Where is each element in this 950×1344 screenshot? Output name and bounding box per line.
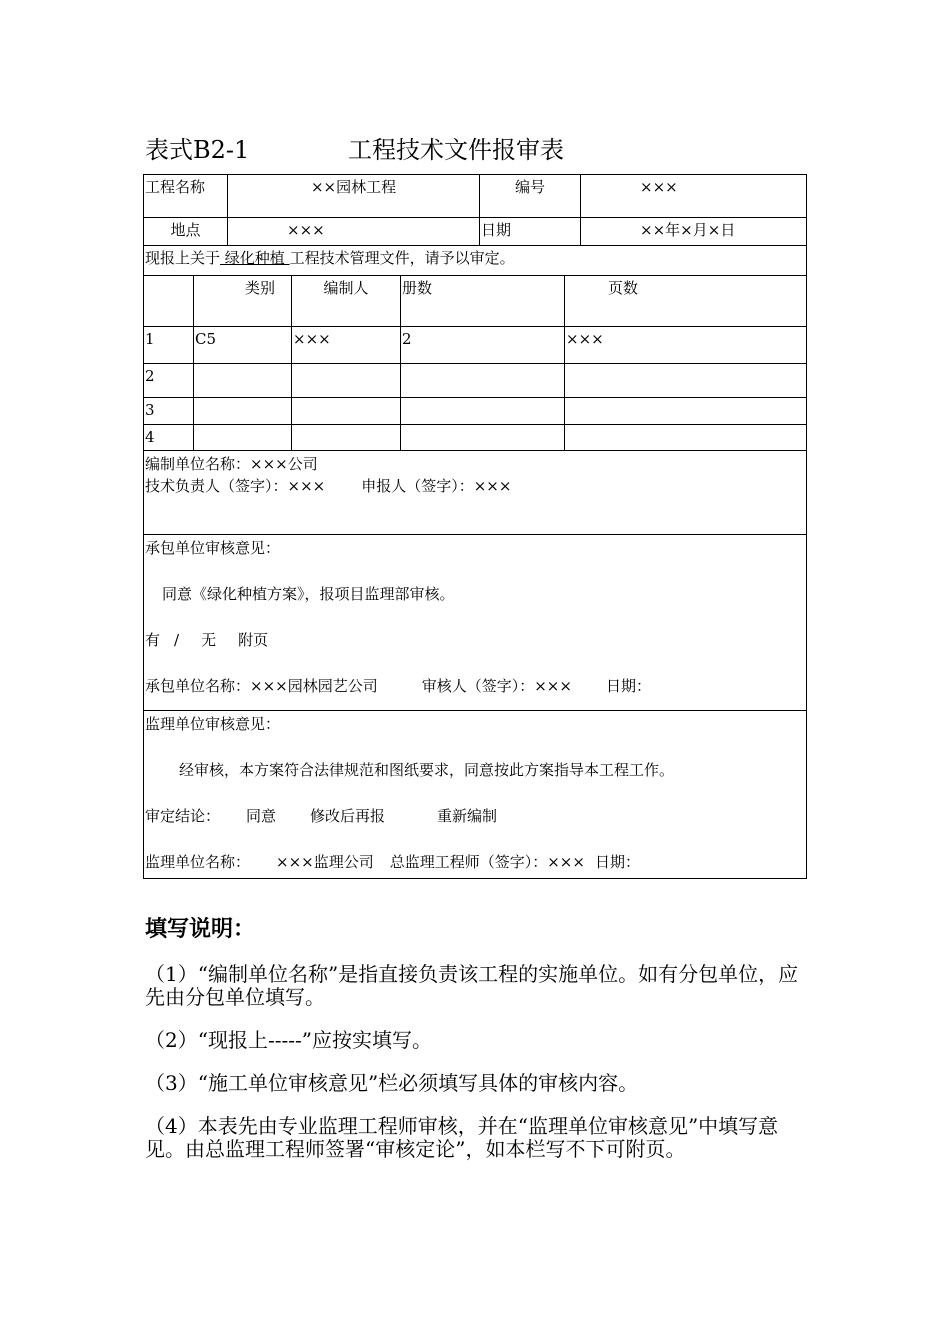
tech-lead-signature: 技术负责人（签字）：×××	[145, 477, 326, 495]
location-value	[228, 218, 480, 246]
supervisor-date: 日期：	[594, 853, 640, 871]
table-row	[144, 364, 807, 398]
project-row	[144, 175, 807, 218]
row-volumes	[401, 398, 565, 425]
project-name-value: ××园林工程	[228, 175, 480, 218]
row-pages	[565, 364, 807, 398]
instruction-item: （1）“编制单位名称”是指直接负责该工程的实施单位。如有分包单位，应先由分包单位填写。	[145, 962, 799, 1009]
chief-engineer-signature: 总监理工程师（签字）：×××	[389, 853, 585, 871]
instructions-title: 填写说明：	[145, 917, 256, 942]
attachment-yes: 有	[145, 631, 161, 649]
row-index: 4	[144, 425, 194, 451]
project-name-label: 工程名称	[144, 175, 228, 218]
attachment-separator: /	[174, 631, 180, 649]
header-author: 编制人	[292, 276, 401, 327]
row-category: C5	[194, 327, 292, 364]
row-pages	[565, 425, 807, 451]
header-index-cell	[144, 276, 194, 327]
supervisor-review-cell	[144, 711, 807, 879]
compiler-unit: 编制单位名称：×××公司	[145, 455, 318, 473]
supervisor-signature-line	[145, 851, 805, 873]
number-label: 编号	[480, 175, 581, 218]
supervisor-review-section	[144, 711, 807, 879]
contractor-opinion: 同意《绿化种植方案》，报项目监理部审核。	[162, 585, 455, 603]
instruction-item: （2）“现报上-----”应按实填写。	[145, 1028, 432, 1052]
table-row	[144, 327, 807, 364]
header-category-text: 类别	[245, 279, 276, 297]
row-author	[292, 364, 401, 398]
report-suffix: 工程技术管理文件，请予以审定。	[289, 249, 515, 267]
conclusion-revise: 修改后再报	[310, 807, 386, 825]
row-author: ×××	[292, 327, 401, 364]
attachment-label: 附页	[238, 631, 269, 649]
contractor-review-title: 承包单位审核意见：	[145, 539, 281, 557]
row-category	[194, 425, 292, 451]
location-value-text: ×××	[287, 221, 325, 239]
row-volumes	[401, 425, 565, 451]
report-subject: 绿化种植	[220, 249, 290, 267]
review-form-table	[143, 174, 807, 879]
signature-line	[145, 475, 805, 497]
contractor-date: 日期：	[605, 677, 651, 695]
contractor-reviewer: 审核人（签字）：×××	[421, 677, 572, 695]
row-author	[292, 398, 401, 425]
instruction-item: （3）“施工单位审核意见”栏必须填写具体的审核内容。	[145, 1071, 639, 1095]
row-category	[194, 398, 292, 425]
row-author	[292, 425, 401, 451]
supervisor-unit-value: ×××监理公司	[276, 853, 374, 871]
row-index: 3	[144, 398, 194, 425]
row-index: 1	[144, 327, 194, 364]
contractor-review-section	[144, 535, 807, 711]
form-title: 工程技术文件报审表	[348, 136, 564, 164]
conclusion-label: 审定结论：	[145, 807, 221, 825]
applicant-signature: 申报人（签字）：×××	[361, 477, 512, 495]
number-value-text: ×××	[640, 178, 678, 196]
contractor-signature-line	[145, 675, 805, 697]
row-pages	[565, 398, 807, 425]
conclusion-agree: 同意	[246, 807, 277, 825]
row-index: 2	[144, 364, 194, 398]
conclusion-line	[145, 805, 805, 827]
location-label: 地点	[144, 218, 228, 246]
attachment-line	[145, 629, 805, 651]
header-pages-text: 页数	[608, 279, 639, 297]
row-volumes: 2	[401, 327, 565, 364]
table-row	[144, 425, 807, 451]
row-pages: ×××	[565, 327, 807, 364]
date-value-text: ××年×月×日	[640, 221, 736, 239]
supervisor-unit-label: 监理单位名称：	[145, 853, 251, 871]
date-value	[581, 218, 807, 246]
contractor-review-cell	[144, 535, 807, 711]
header-pages	[565, 276, 807, 327]
row-volumes	[401, 364, 565, 398]
header-category	[194, 276, 292, 327]
location-row	[144, 218, 807, 246]
supervisor-opinion: 经审核，本方案符合法律规范和图纸要求，同意按此方案指导本工程工作。	[179, 761, 675, 779]
report-row	[144, 246, 807, 276]
report-prefix: 现报上关于	[145, 249, 221, 267]
document-list-header	[144, 276, 807, 327]
compiler-cell	[144, 451, 807, 535]
row-category	[194, 364, 292, 398]
date-label: 日期	[480, 218, 581, 246]
compiler-section	[144, 451, 807, 535]
filling-instructions	[145, 915, 807, 1181]
instruction-item: （4）本表先由专业监理工程师审核，并在“监理单位审核意见”中填写意见。由总监理工程师签署“审核定论”，如本栏写不下可附页。	[145, 1114, 779, 1161]
report-statement	[144, 246, 807, 276]
table-row	[144, 398, 807, 425]
number-value	[581, 175, 807, 218]
form-header	[145, 132, 805, 168]
supervisor-review-title: 监理单位审核意见：	[145, 715, 281, 733]
form-code: 表式B2-1	[145, 136, 250, 164]
conclusion-recompile: 重新编制	[437, 807, 498, 825]
contractor-unit-name: 承包单位名称：×××园林园艺公司	[145, 677, 378, 695]
header-volumes: 册数	[401, 276, 565, 327]
attachment-no: 无	[201, 631, 217, 649]
